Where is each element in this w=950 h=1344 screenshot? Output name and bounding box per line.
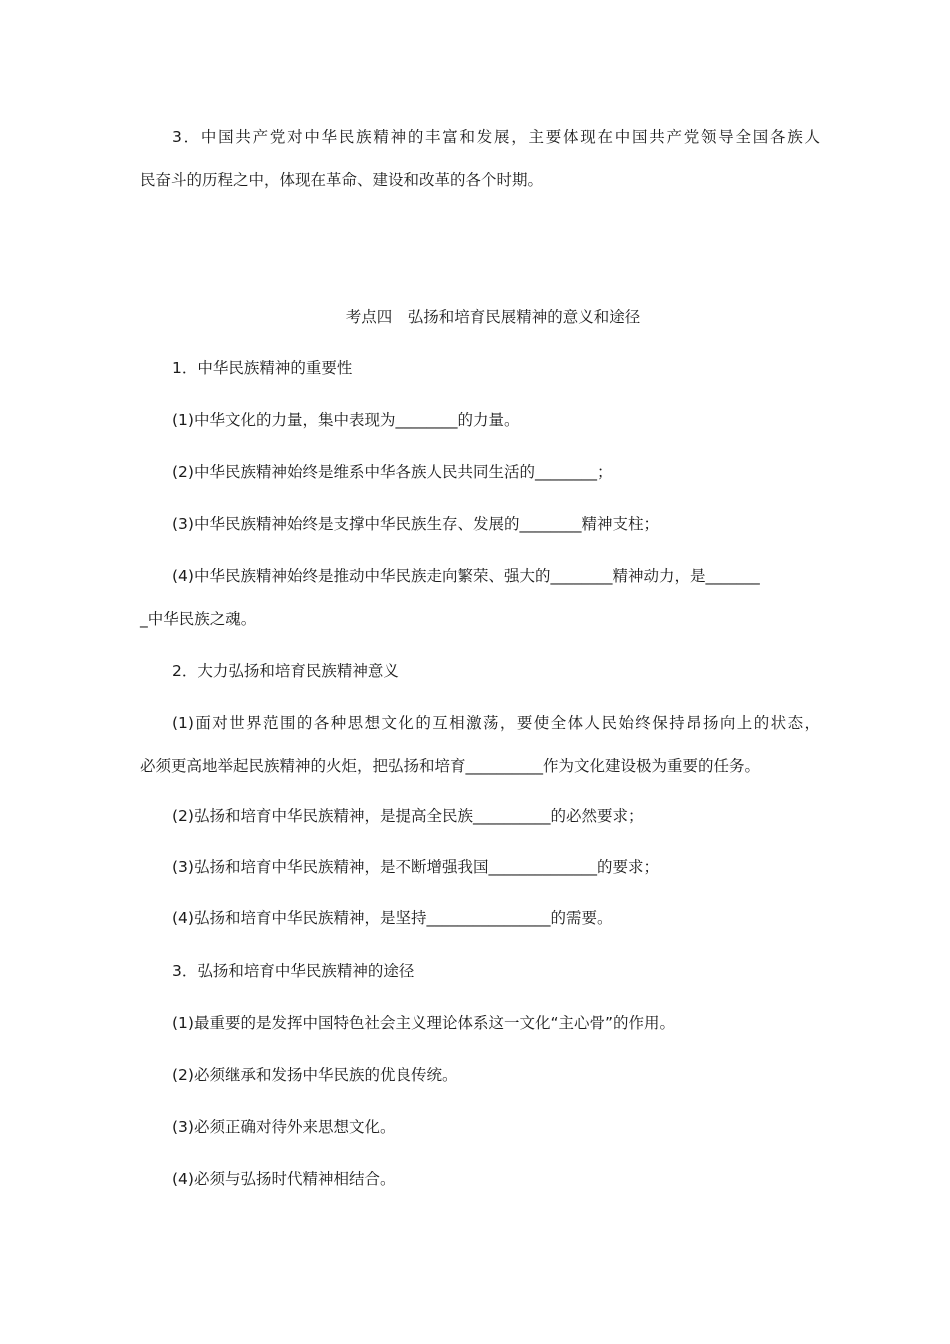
paragraph-3-line-1: 3．中国共产党对中华民族精神的丰富和发展，主要体现在中国共产党领导全国各族人: [172, 128, 820, 146]
section-1-item-1: (1)中华文化的力量，集中表现为________的力量。: [172, 411, 520, 429]
section-3-title: 3．弘扬和培育中华民族精神的途径: [172, 962, 415, 980]
section-1-item-4-line-2: _中华民族之魂。: [140, 610, 257, 628]
section-3-item-1: (1)最重要的是发挥中国特色社会主义理论体系这一文化“主心骨”的作用。: [172, 1014, 676, 1032]
section-1-item-2: (2)中华民族精神始终是维系中华各族人民共同生活的________；: [172, 463, 613, 481]
section-2-item-1-line-2: 必须更高地举起民族精神的火炬，把弘扬和培育__________作为文化建设极为重要的任务。: [140, 757, 761, 775]
section-title: 考点四 弘扬和培育民展精神的意义和途径: [345, 308, 641, 326]
section-2-item-3: (3)弘扬和培育中华民族精神，是不断增强我国______________的要求；: [172, 858, 659, 876]
section-3-item-4: (4)必须与弘扬时代精神相结合。: [172, 1170, 396, 1188]
section-2-item-1-line-1: (1)面对世界范围的各种思想文化的互相激荡，要使全体人民始终保持昂扬向上的状态，: [172, 714, 820, 732]
section-2-title: 2．大力弘扬和培育民族精神意义: [172, 662, 399, 680]
paragraph-3-line-2: 民奋斗的历程之中，体现在革命、建设和改革的各个时期。: [140, 171, 544, 189]
section-3-item-2: (2)必须继承和发扬中华民族的优良传统。: [172, 1066, 458, 1084]
section-1-item-4-line-1: (4)中华民族精神始终是推动中华民族走向繁荣、强大的________精神动力，是_______: [172, 567, 760, 585]
section-1-item-3: (3)中华民族精神始终是支撑中华民族生存、发展的________精神支柱；: [172, 515, 659, 533]
section-2-item-4: (4)弘扬和培育中华民族精神，是坚持________________的需要。: [172, 909, 613, 927]
section-3-item-3: (3)必须正确对待外来思想文化。: [172, 1118, 396, 1136]
section-2-item-2: (2)弘扬和培育中华民族精神，是提高全民族__________的必然要求；: [172, 807, 644, 825]
section-1-title: 1．中华民族精神的重要性: [172, 359, 353, 377]
